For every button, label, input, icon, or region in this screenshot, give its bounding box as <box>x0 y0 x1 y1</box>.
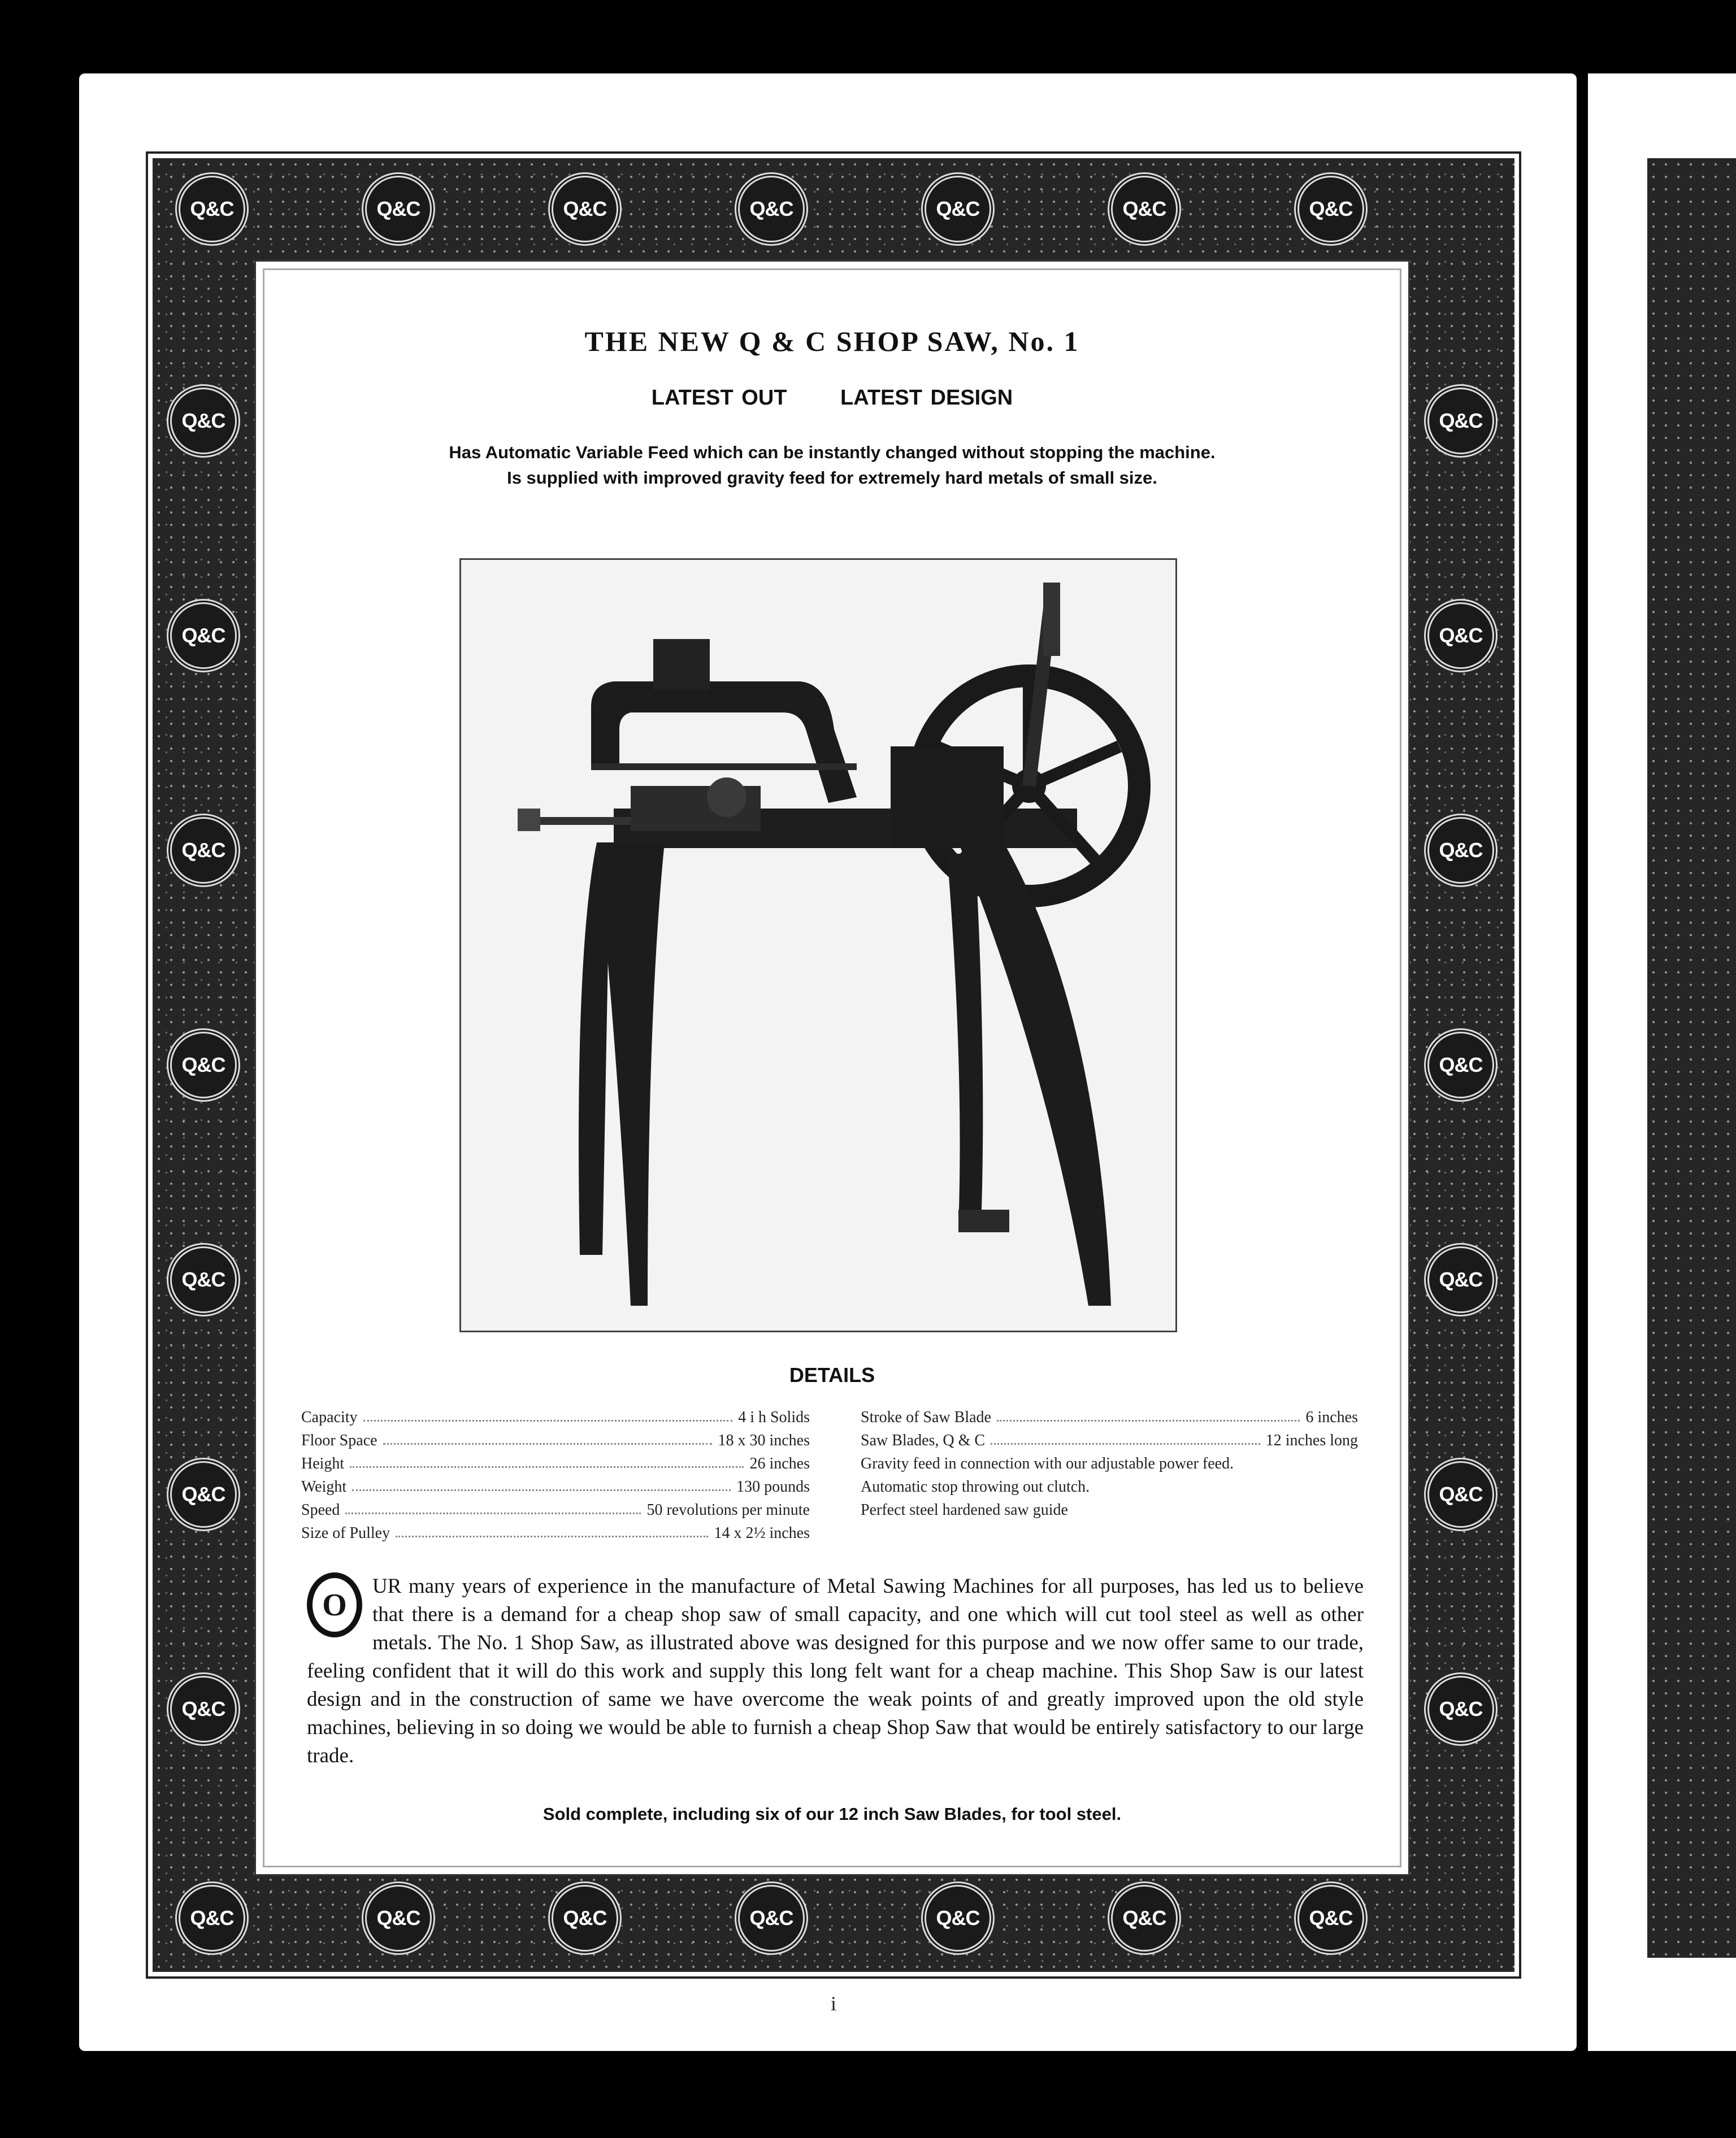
spec-row <box>301 1524 810 1542</box>
spec-value: 12 inches long <box>1265 1432 1358 1449</box>
qc-emblem-icon: Q&C <box>921 172 995 246</box>
spec-row <box>301 1478 810 1496</box>
shop-saw-drawing <box>461 560 1175 1331</box>
qc-emblem-icon: Q&C <box>362 1881 435 1955</box>
facing-page-border <box>1647 158 1736 1958</box>
qc-emblem-icon: Q&C <box>548 172 622 246</box>
dropcap: O <box>307 1572 362 1637</box>
leader-dots <box>991 1432 1260 1445</box>
qc-emblem-icon: Q&C <box>362 172 435 246</box>
spec-label: Capacity <box>301 1409 358 1426</box>
qc-emblem-icon: Q&C <box>1108 1881 1181 1955</box>
spec-label: Speed <box>301 1501 340 1519</box>
leader-dots <box>383 1432 713 1445</box>
qc-emblem-icon: Q&C <box>1424 384 1498 458</box>
spec-value: 26 inches <box>749 1455 810 1472</box>
subtitle <box>256 386 1408 410</box>
spec-value: 18 x 30 inches <box>718 1432 810 1449</box>
spec-value: 4 i h Solids <box>738 1409 810 1426</box>
subtitle-left: LATEST OUT <box>651 386 787 410</box>
body-paragraph <box>307 1572 1364 1770</box>
page-mark: i <box>831 1992 837 2015</box>
details-heading: DETAILS <box>789 1363 875 1387</box>
leader-dots <box>352 1478 731 1491</box>
qc-emblem-icon: Q&C <box>1424 599 1498 672</box>
feature-line: Is supplied with improved gravity feed for extremely hard metals of small size. <box>507 468 1157 488</box>
qc-emblem-icon: Q&C <box>1424 814 1498 887</box>
spec-row <box>301 1501 810 1519</box>
qc-emblem-icon: Q&C <box>1294 1881 1368 1955</box>
closing-line: Sold complete, including six of our 12 inch Saw Blades, for tool steel. <box>542 1804 1122 1824</box>
qc-emblem-icon: Q&C <box>1424 1243 1498 1316</box>
qc-emblem-icon: Q&C <box>921 1881 995 1955</box>
feature-line: Has Automatic Variable Feed which can be instantly changed without stopping the machine. <box>449 442 1216 462</box>
spec-note: Automatic stop throwing out clutch. <box>861 1478 1090 1496</box>
spec-note: Perfect steel hardened saw guide <box>861 1501 1068 1519</box>
leader-dots <box>345 1501 641 1514</box>
spec-row <box>301 1432 810 1450</box>
spec-value: 6 inches <box>1305 1409 1358 1426</box>
qc-emblem-icon: Q&C <box>167 1458 240 1531</box>
body-text: UR many years of experience in the manufacture of Metal Sawing Machines for all purposes, has led us to believe that there is a demand for a cheap shop saw of small capacity, and one which will cut tool steel as well as other metals. The No. 1 Shop Saw, as illustrated above was designed for this purpose and we now offer same to our trade, feeling confident that it will do this work and supply this long felt want for a cheap machine. This Shop Saw is our latest design and in the construction of same we have overcome the weak points of and greatly improved upon the old style machines, believing in so doing we would be able to furnish a cheap Shop Saw that would be entirely satisfactory to our large trade. <box>307 1575 1364 1767</box>
spec-label: Saw Blades, Q & C <box>861 1432 986 1449</box>
leader-dots <box>363 1409 733 1422</box>
spec-value: 14 x 2½ inches <box>714 1524 810 1542</box>
qc-emblem-icon: Q&C <box>167 814 240 887</box>
spec-row <box>861 1432 1358 1450</box>
subtitle-right: LATEST DESIGN <box>840 386 1013 410</box>
qc-emblem-icon: Q&C <box>1108 172 1181 246</box>
qc-emblem-icon: Q&C <box>167 1672 240 1746</box>
spec-label: Weight <box>301 1478 347 1496</box>
spec-label: Stroke of Saw Blade <box>861 1409 991 1426</box>
spec-note: Gravity feed in connection with our adjustable power feed. <box>861 1455 1234 1472</box>
spec-row <box>301 1455 810 1473</box>
leader-dots <box>350 1455 744 1468</box>
shop-saw-illustration <box>459 558 1177 1332</box>
spec-label: Floor Space <box>301 1432 377 1449</box>
spec-label: Size of Pulley <box>301 1524 390 1542</box>
spec-value: 130 pounds <box>736 1478 810 1496</box>
page-gutter <box>1581 73 1584 2051</box>
qc-emblem-icon: Q&C <box>167 1028 240 1102</box>
leader-dots <box>997 1409 1300 1422</box>
qc-emblem-icon: Q&C <box>167 1243 240 1316</box>
qc-emblem-icon: Q&C <box>175 1881 249 1955</box>
qc-emblem-icon: Q&C <box>1424 1458 1498 1531</box>
content-panel <box>254 260 1410 1876</box>
qc-emblem-icon: Q&C <box>175 172 249 246</box>
spec-label: Height <box>301 1455 345 1472</box>
qc-emblem-icon: Q&C <box>1294 172 1368 246</box>
qc-emblem-icon: Q&C <box>1424 1028 1498 1102</box>
qc-emblem-icon: Q&C <box>167 599 240 672</box>
qc-emblem-icon: Q&C <box>735 1881 808 1955</box>
qc-emblem-icon: Q&C <box>1424 1672 1498 1746</box>
leader-dots <box>396 1524 708 1537</box>
qc-emblem-icon: Q&C <box>167 384 240 458</box>
spec-value: 50 revolutions per minute <box>646 1501 810 1519</box>
spec-row <box>861 1409 1358 1427</box>
qc-emblem-icon: Q&C <box>548 1881 622 1955</box>
page-title: THE NEW Q & C SHOP SAW, No. 1 <box>584 325 1080 357</box>
qc-emblem-icon: Q&C <box>735 172 808 246</box>
spec-row <box>301 1409 810 1427</box>
